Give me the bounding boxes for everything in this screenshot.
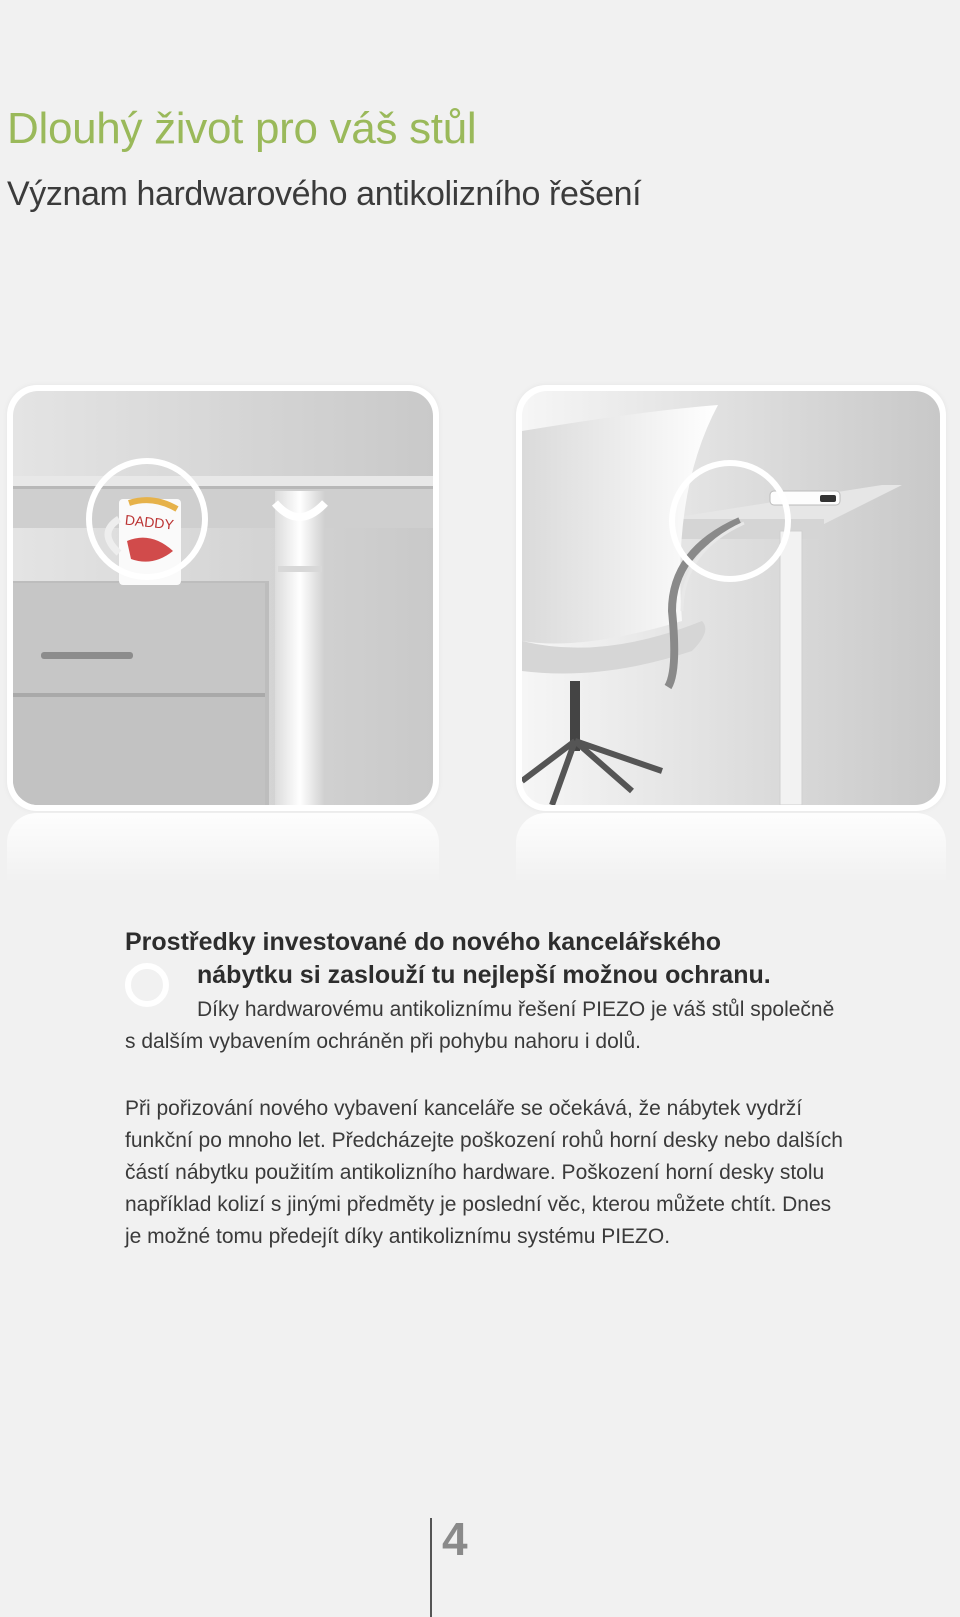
page-number: 4 (442, 1513, 468, 1565)
page-title: Dlouhý život pro váš stůl (7, 104, 477, 153)
mug-label: DADDY (124, 511, 175, 533)
left-photo-reflection (7, 813, 439, 883)
desk-mug-photo (7, 385, 439, 811)
lead-line-1: Prostředky investované do nového kancelářského (125, 928, 722, 956)
intro-paragraph (125, 994, 845, 1058)
intro-line-2: s dalším vybavením ochráněn při pohybu nahoru i dolů. (125, 1030, 641, 1053)
chair-desk-photo (516, 385, 946, 811)
page-number-divider (430, 1518, 432, 1617)
lead-line-2: nábytku si zaslouží tu nejlepší možnou ochranu. (197, 961, 771, 989)
lead-heading (125, 926, 845, 992)
body-paragraph: Při pořizování nového vybavení kanceláře se očekává, že nábytek vydrží funkční po mnoho let. Předcházejte poškození rohů horní desky nebo dalších částí nábytku použitím antikolizního hardware. Poškození horní desky stolu například kolizí s jinými předměty je poslední věc, kterou můžete chtít. Dnes je možné tomu předejít díky antikoliznímu systému PIEZO. (125, 1097, 843, 1248)
right-photo-reflection (516, 813, 946, 883)
page-subtitle: Význam hardwarového antikolizního řešení (7, 175, 642, 213)
intro-line-1: Díky hardwarovému antikoliznímu řešení PIEZO je váš stůl společně (197, 998, 835, 1021)
